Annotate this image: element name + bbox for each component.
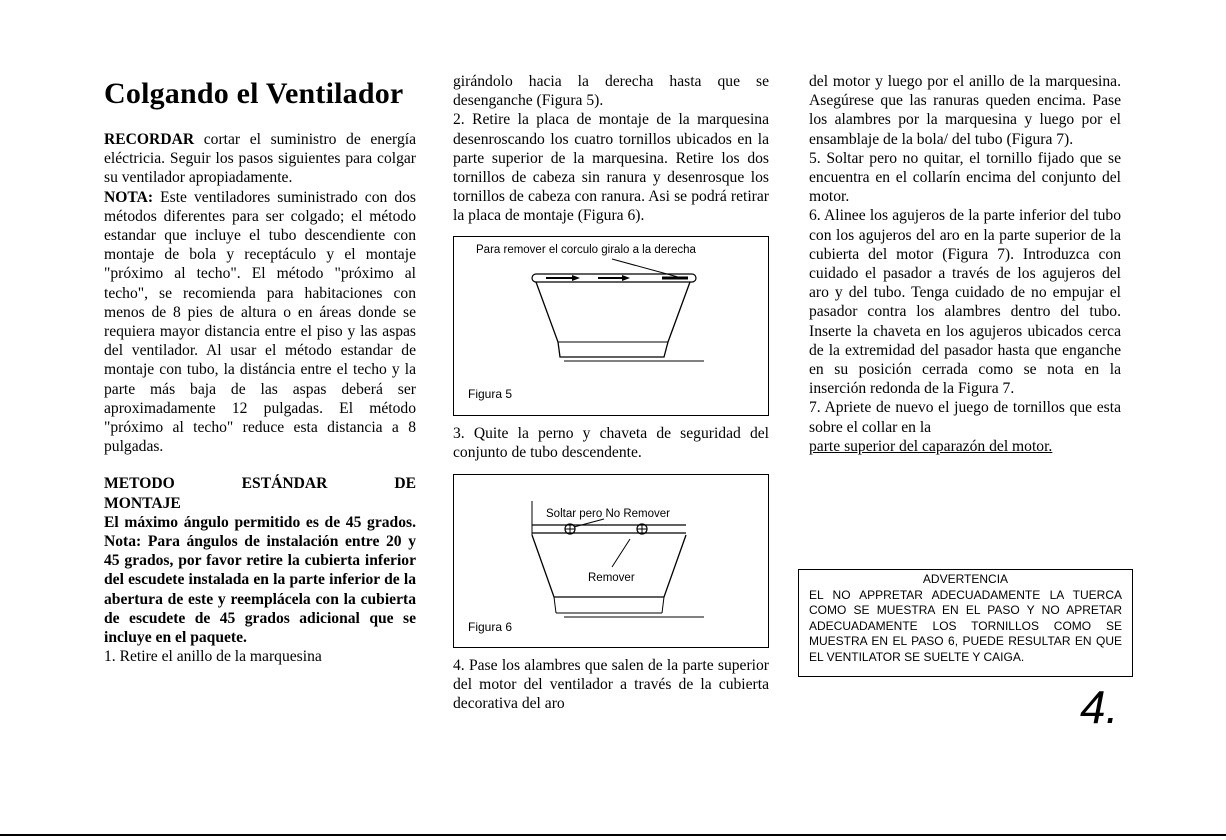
figure-6-label-remover: Remover	[588, 572, 635, 585]
bottom-rule	[0, 834, 1226, 836]
column-2	[453, 72, 769, 714]
step-1-continued: girándolo hacia la derecha hasta que se desenganche (Figura 5).	[453, 73, 769, 110]
section-title-word-1: METODO	[104, 475, 175, 493]
step-4-text: 4. Pase los alambres que salen de la parte superior del motor del ventilador a través de la cubierta decorativa del aro	[453, 657, 769, 713]
section-title-word-3: DE	[394, 475, 416, 493]
page-title: Colgando el Ventilador	[104, 77, 404, 110]
column-1	[104, 68, 416, 666]
section-title-line-2: MONTAJE	[104, 494, 181, 512]
section-title-word-2: ESTÁNDAR	[241, 475, 328, 493]
column-3	[809, 72, 1121, 456]
step-5-text: 5. Soltar pero no quitar, el tornillo fijado que se encuentra en el collarín encima del conjunto del motor.	[809, 149, 1121, 206]
step-2-text: 2. Retire la placa de montaje de la marquesina desenroscando los cuatro tornillos ubicados en la parte superior de la marquesina. Retire los dos tornillos de cabeza sin ranura y desenrosque los tornillos de cabeza con ranura. Asi se podrá retirar la placa de montaje (Figura 6).	[453, 111, 769, 225]
warning-box	[798, 569, 1133, 677]
figure-6	[453, 474, 769, 648]
figure-5-caption: Figura 5	[468, 387, 513, 402]
step-7-text-end: parte superior del caparazón del motor.	[809, 437, 1053, 455]
step-6-text: 6. Alinee los agujeros de la parte inferior del tubo con los agujeros del aro en la parte superior de la cubierta del motor (Figura 7). Introduzca con cuidado el pasador a través de los agujeros del aro y del tubo. Tenga cuidado de no empujar el pasador contra los alambres dentro del tubo. Inserte la chaveta en los agujeros ubicados cerca de la extremidad del pasador hasta que enganche en su posición cerrada como se nota en la inserción redonda de la Figura 7.	[809, 207, 1121, 398]
figure-5-label: Para remover el corculo giralo a la derecha	[476, 243, 696, 256]
recordar-label: RECORDAR	[104, 131, 195, 148]
figure-6-label-top: Soltar pero No Remover	[546, 508, 670, 521]
nota-text: Este ventiladores suministrado con dos métodos diferentes para ser colgado; el método estandar que incluye el tubo descendiente con montaje de bola y receptáculo y el montaje "próximo al techo". El método "próximo al techo", se recomienda para habitaciones con menos de 8 pies de altura o en áreas donde se requiera mayor distancia entre el piso y las aspas del ventilador. Al usar el método estandar de montaje con tubo, la distáncia entre el techo y la parte más baja de las aspas deberá ser aproximadamente 12 pulgadas. El método "próximo al techo" reduce esta distancia a 8 pulgadas.	[104, 188, 416, 456]
intro-text: cortar el suministro de energía eléctricia. Seguir los pasos siguientes para colgar su ventilador apropiadamente.	[104, 131, 416, 187]
nota-label: NOTA:	[104, 188, 154, 206]
angle-note-paragraph: El máximo ángulo permitido es de 45 grados. Nota: Para ángulos de instalación entre 20 y 45 grados, por favor retire la cubierta inferior del escudete instalada en la parte inferior de la abertura de este y reemplácela con la cubierta de escudete de 45 grados adicional que se incluye en el paquete.	[104, 513, 416, 647]
step-3-text: 3. Quite la perno y chaveta de seguridad del conjunto de tubo descendente.	[453, 424, 769, 461]
intro-paragraph	[104, 130, 416, 188]
step-7-text: 7. Apriete de nuevo el juego de tornillos que esta sobre el collar en la	[809, 399, 1121, 436]
figure-6-caption: Figura 6	[468, 619, 513, 634]
warning-title: ADVERTENCIA	[922, 572, 1009, 586]
step-4-continued: del motor y luego por el anillo de la marquesina. Asegúrese que las ranuras queden encima. Pase los alambres por la marquesina y luego por el ensamblaje de la bola/ del tubo (Figura 7).	[809, 73, 1121, 148]
figure-5	[453, 236, 769, 416]
warning-text: EL NO APPRETAR ADECUADAMENTE LA TUERCA COMO SE MUESTRA EN EL PASO Y NO APRETAR ADECUADAMENTE LOS TORNILLOS COMO SE MUESTRA EN EL PASO 6, PUEDE RESULTAR EN QUE EL VENTILATOR SE SUELTE Y CAIGA.	[809, 587, 1122, 664]
step-1-text: 1. Retire el anillo de la marquesina	[104, 648, 322, 666]
nota-paragraph	[104, 188, 416, 457]
page-number: 4.	[1080, 681, 1119, 733]
section-title	[104, 474, 416, 493]
